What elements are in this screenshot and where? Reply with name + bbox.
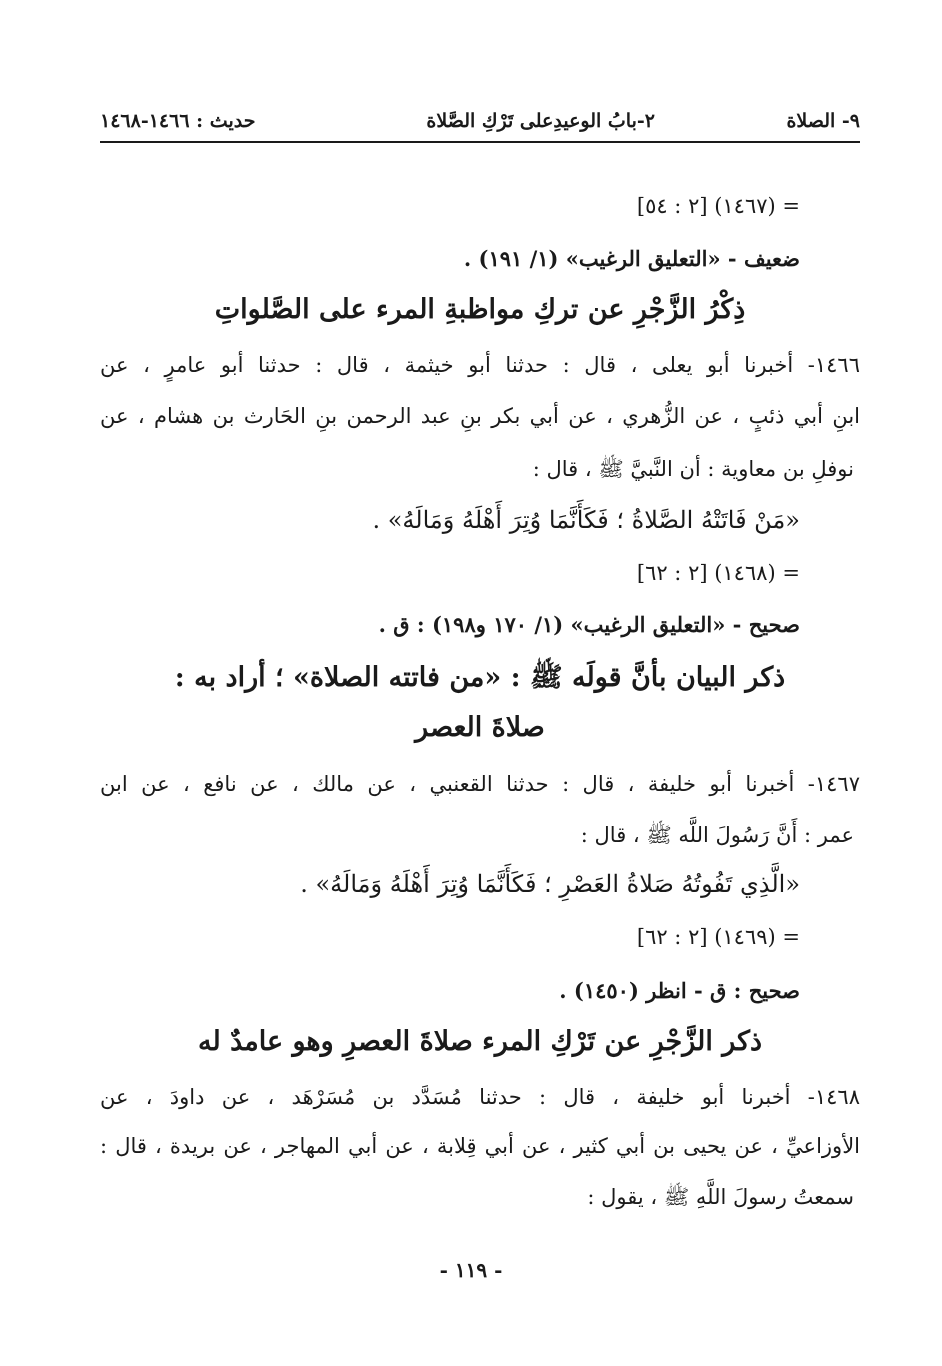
hadith-text: نوفلِ بن معاوية : أن النَّبيَّ ﷺ ، قال : [532,457,854,481]
running-header [100,100,860,140]
hadith-text: سمعتُ رسولَ اللَّهِ ﷺ ، يقول : [587,1185,854,1209]
header-rule [100,141,860,143]
hadith-text: ١٤٦٦- أخبرنا أبو يعلى ، قال : حدثنا أبو خيثمة ، قال : حدثنا أبو عامرٍ ، عن [100,353,860,377]
hadith-text: ١٤٦٨- أخبرنا أبو خليفة ، قال : حدثنا مُسَدَّد بن مُسَرْهَد ، عن داودَ ، عن [100,1085,860,1109]
hadith-text: ابنِ أبي ذئبٍ ، عن الزُّهري ، عن أبي بكر بنِ عبد الرحمن بنِ الحَارث بن هشام ، عن [100,404,860,428]
section-heading: ذكر الزَّجْرِ عن تَرْكِ المرء صلاةَ العصرِ وهو عامدٌ له [198,1026,762,1057]
section-heading: ذِكْرُ الزَّجْرِ عن تركِ مواظبةِ المرء على الصَّلواتِ [214,294,746,325]
chapter-title: ٩- الصلاة [786,110,860,132]
prophetic-quote: «مَنْ فَاتَتْهُ الصَّلاةُ ؛ فَكَأَنَّمَا وُتِرَ أَهْلَهُ وَمَالَهُ» . [372,506,800,534]
prophetic-quote: «الَّذِي تَفُوتُهُ صَلاةُ العَصْرِ ؛ فَكَأَنَّمَا وُتِرَ أَهْلَهُ وَمَالَهُ» . [300,870,800,898]
cross-reference: = (١٤٦٩) [٢ : ٦٢] [636,925,800,949]
section-heading: صلاةَ العصر [415,712,545,743]
hadith-range: حديث : ١٤٦٦-١٤٦٨ [100,110,256,132]
hadith-text: عمر : أَنَّ رَسُولَ اللَّه ﷺ ، قال : [580,823,854,847]
grading-note: صحيح : ق - انظر (١٤٥٠) . [559,978,800,1003]
hadith-text: ١٤٦٧- أخبرنا أبو خليفة ، قال : حدثنا القعنبي ، عن مالك ، عن نافع ، عن ابن [100,772,860,796]
grading-note: صحيح - «التعليق الرغيب» (١/ ١٧٠ و١٩٨) : ق . [378,612,800,637]
section-title: ٢-بابُ الوعيدِعلى تَرْكِ الصَّلاة [426,110,655,132]
hadith-text: الأوزاعيِّ ، عن يحيى بن أبي كثير ، عن أبي قِلابة ، عن أبي المهاجر ، عن بريدة ، قال : [100,1134,861,1158]
cross-reference: = (١٤٦٨) [٢ : ٦٢] [636,561,800,585]
cross-reference: = (١٤٦٧) [٢ : ٥٤] [636,194,800,218]
page-number: - ١١٩ - [439,1258,503,1282]
grading-note: ضعيف - «التعليق الرغيب» (١/ ١٩١) . [463,246,800,271]
section-heading: ذكر البيان بأنَّ قولَه ﷺ : «من فاتته الصلاة» ؛ أراد به : [174,662,786,693]
